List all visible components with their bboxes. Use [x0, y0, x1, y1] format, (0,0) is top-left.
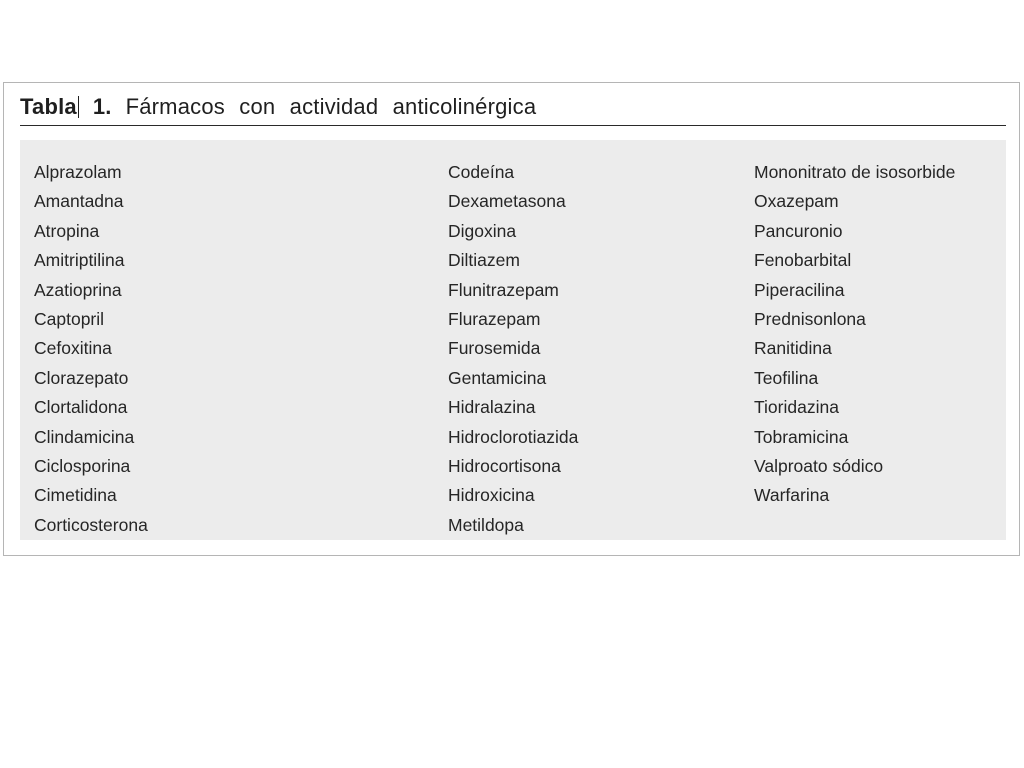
drug-name: Amitriptilina	[34, 250, 125, 271]
table-caption: Fármacos con actividad anticolinérgica	[125, 94, 537, 119]
drug-name: Dexametasona	[448, 191, 566, 212]
drug-name: Clorazepato	[34, 367, 129, 388]
drug-name: Digoxina	[448, 220, 517, 241]
drug-name: Ciclosporina	[34, 455, 131, 476]
drug-name: Fenobarbital	[754, 250, 852, 271]
drug-name: Amantadna	[34, 191, 124, 212]
table-label: Tabla	[20, 94, 77, 119]
drug-column-3	[754, 158, 955, 511]
drug-name: Pancuronio	[754, 220, 843, 241]
drug-name: Flunitrazepam	[448, 279, 559, 300]
drug-column-1	[34, 158, 148, 540]
drug-name: Oxazepam	[754, 191, 839, 212]
drug-name: Hidralazina	[448, 397, 536, 418]
drug-name: Alprazolam	[34, 162, 122, 182]
drug-name: Hidroclorotiazida	[448, 426, 579, 447]
drug-name: Codeína	[448, 162, 515, 182]
drug-name: Tobramicina	[754, 426, 849, 447]
drug-name: Hidroxicina	[448, 485, 535, 506]
drug-name: Cimetidina	[34, 485, 117, 506]
text-cursor	[78, 96, 79, 118]
drug-name: Corticosterona	[34, 514, 148, 535]
table-title	[20, 94, 1006, 126]
drug-name: Captopril	[34, 308, 105, 329]
drug-name: Clindamicina	[34, 426, 135, 447]
drug-name: Diltiazem	[448, 250, 520, 271]
drug-name: Tioridazina	[754, 397, 839, 418]
drug-name: Azatioprina	[34, 279, 122, 300]
drug-name: Cefoxitina	[34, 338, 112, 359]
drug-column-2	[448, 158, 578, 540]
drug-name: Hidrocortisona	[448, 455, 561, 476]
drug-name: Clortalidona	[34, 397, 128, 418]
table-body	[20, 140, 1006, 540]
drug-name: Piperacilina	[754, 279, 845, 300]
drug-name: Flurazepam	[448, 308, 541, 329]
drug-name: Metildopa	[448, 514, 524, 535]
drug-name: Ranitidina	[754, 338, 832, 359]
drug-name: Gentamicina	[448, 367, 547, 388]
drug-name: Mononitrato de isosorbide	[754, 162, 956, 182]
table-number: 1.	[92, 94, 112, 119]
drug-name: Valproato sódico	[754, 455, 884, 476]
drug-name: Furosemida	[448, 338, 541, 359]
drug-name: Atropina	[34, 220, 100, 241]
drug-name: Teofilina	[754, 367, 819, 388]
drug-name: Warfarina	[754, 485, 830, 506]
drug-name: Prednisonlona	[754, 308, 866, 329]
